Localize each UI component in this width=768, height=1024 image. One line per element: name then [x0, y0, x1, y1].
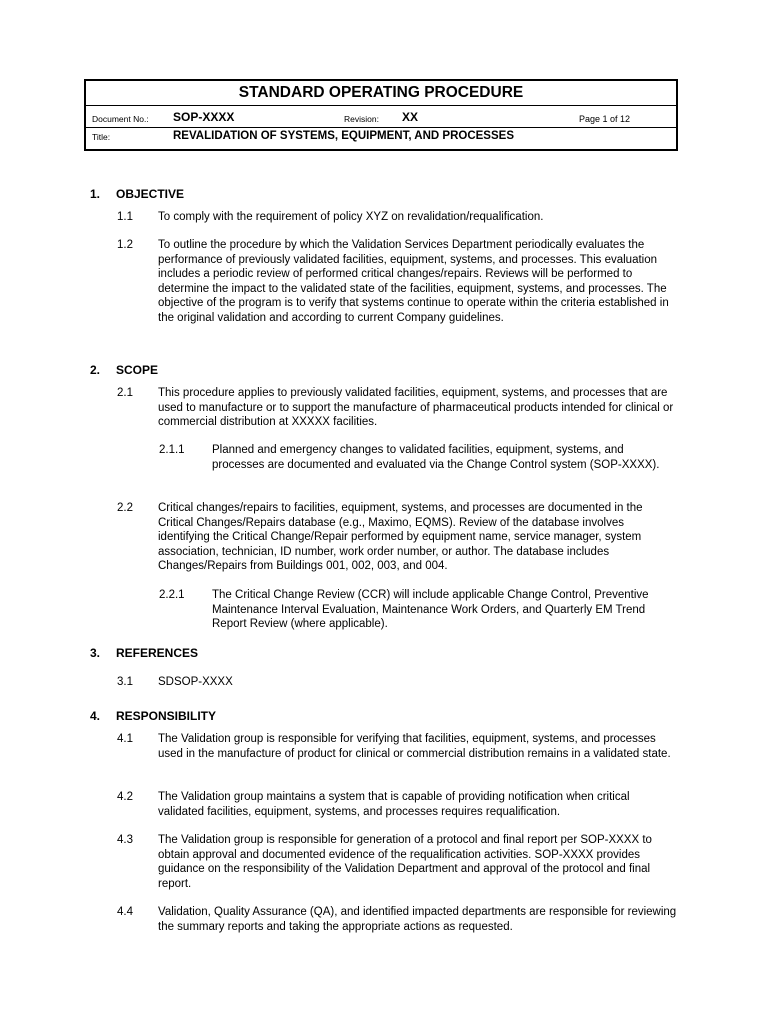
section-number: 3.: [90, 646, 101, 660]
item-number: 4.2: [117, 791, 133, 803]
document-info-row: [86, 106, 676, 128]
page-number: Page 1 of 12: [579, 114, 631, 124]
section-heading-references: [90, 646, 198, 661]
section-number: 1.: [90, 187, 101, 201]
document-title-value: REVALIDATION OF SYSTEMS, EQUIPMENT, AND PROCESSES: [173, 130, 514, 142]
section-number: 2.: [90, 363, 101, 377]
document-header: [84, 79, 678, 151]
item-text: SDSOP-XXXX: [158, 676, 233, 688]
item-text: The Validation group is responsible for generation of a protocol and final report per SOP-XXXX to obtain approval and documented evidence of the requalification activities. SOP-XXXX provides guidance on the responsibility of the Validation Department and approval of the protocol and final report.: [158, 834, 652, 890]
title-label: Title:: [92, 132, 111, 142]
section-title: SCOPE: [116, 363, 159, 377]
item-text: Critical changes/repairs to facilities, equipment, systems, and processes are documented in the Critical Changes/Repairs database (e.g., Maximo, EQMS). Review of the database involves identifying the Critical Change/Repair performed by equipment name, service manager, system association, technician, ID number, work order number, or author. The database includes Changes/Repairs from Buildings 001, 002, 003, and 004.: [158, 502, 643, 573]
item-text: To comply with the requirement of policy XYZ on revalidation/requalification.: [158, 211, 544, 223]
item-number: 2.2: [117, 502, 133, 514]
item-text: To outline the procedure by which the Validation Services Department periodically evaluates the performance of previously validated facilities, equipment, systems, and processes. This evaluation includes a periodic review of performed critical changes/repairs. Reviews will be performed to determine the impact to the validated state of the facilities, equipment, systems, and processes. The objective of the program is to verify that systems continue to operate within the criteria established in the original validation and according to current Company guidelines.: [158, 239, 669, 324]
revision-label: Revision:: [344, 114, 379, 124]
item-number: 2.1: [117, 387, 133, 399]
item-number: 4.3: [117, 834, 133, 846]
section-title: RESPONSIBILITY: [116, 709, 217, 723]
section-heading-responsibility: [90, 709, 216, 724]
item-number: 3.1: [117, 676, 133, 688]
item-number: 2.2.1: [159, 589, 185, 601]
item-number: 1.1: [117, 211, 133, 223]
section-heading-scope: [90, 363, 158, 378]
item-text: The Critical Change Review (CCR) will include applicable Change Control, Preventive Maintenance Interval Evaluation, Maintenance Work Orders, and Quarterly EM Trend Report Review (where applicable).: [212, 589, 649, 631]
document-number-value: SOP-XXXX: [173, 110, 235, 124]
item-text: This procedure applies to previously validated facilities, equipment, systems, and processes that are used to manufacture or to support the manufacture of pharmaceutical products intended for clinical or commercial distribution at XXXXX facilities.: [158, 387, 674, 429]
item-text: Planned and emergency changes to validated facilities, equipment, systems, and processes are documented and evaluated via the Change Control system (SOP-XXXX).: [212, 444, 660, 471]
item-number: 4.4: [117, 906, 133, 918]
document-title-row: [86, 128, 676, 149]
section-heading-objective: [90, 187, 184, 202]
item-number: 1.2: [117, 239, 133, 251]
revision-value: XX: [402, 110, 419, 124]
item-text: The Validation group is responsible for verifying that facilities, equipment, systems, and processes used in the manufacture of product for clinical or commercial distribution remains in a validated state.: [158, 733, 671, 760]
item-number: 2.1.1: [159, 444, 185, 456]
document-number-label: Document No.:: [92, 114, 149, 124]
item-text: The Validation group maintains a system that is capable of providing notification when critical validated facilities, equipment, systems, and processes requires requalification.: [158, 791, 630, 818]
section-title: REFERENCES: [116, 646, 199, 660]
section-number: 4.: [90, 709, 101, 723]
section-title: OBJECTIVE: [116, 187, 185, 201]
document-type-title: STANDARD OPERATING PROCEDURE: [86, 81, 676, 106]
item-number: 4.1: [117, 733, 133, 745]
item-text: Validation, Quality Assurance (QA), and identified impacted departments are responsible for reviewing the summary reports and taking the appropriate actions as requested.: [158, 906, 677, 933]
